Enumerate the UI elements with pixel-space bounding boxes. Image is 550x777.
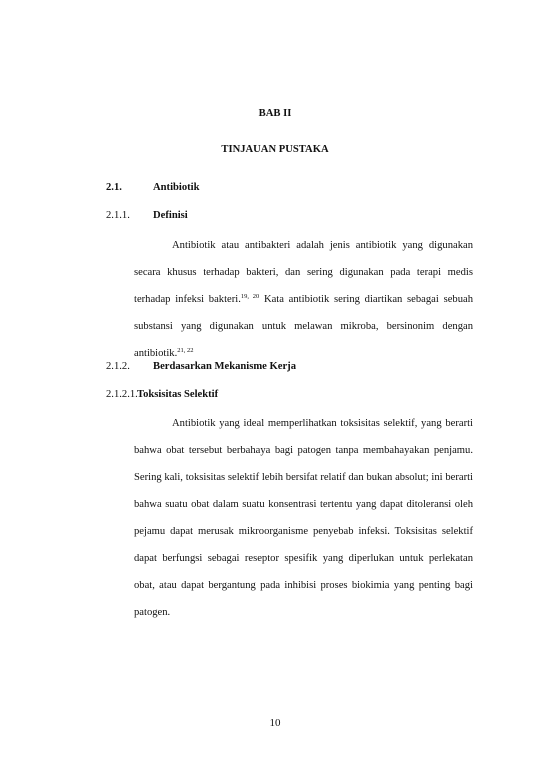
paragraph-definisi-text-b: Kata antibiotik sering diartikan sebagai sebuah substansi yang digunakan untuk melawan mikroba, bersinonim dengan antibiotik. [134, 294, 473, 359]
paragraph-toksisitas-text: Antibiotik yang ideal memperlihatkan toksisitas selektif, yang berarti bahwa obat tersebut berbahaya bagi patogen tanpa membahayakan penjamu. Sering kali, toksisitas selektif lebih bersifat relatif dan bukan absolut; ini berarti bahwa suatu obat dalam suatu konsentrasi tertentu yang dapat ditoleransi oleh pejamu dapat merusak mikroorganisme penyebab infeksi. Toksisitas selektif dapat berfungsi sebagai reseptor spesifik yang diperlukan untuk perlekatan obat, atau dapat bergantung pada inhibisi proses biokimia yang penting bagi patogen. [134, 418, 473, 618]
chapter-title: TINJAUAN PUSTAKA [221, 144, 329, 155]
paragraph-toksisitas [134, 410, 473, 626]
section-2-1-2-1-title: Toksisitas Selektif [137, 389, 219, 400]
section-2-1-1-number: 2.1.1. [106, 210, 130, 221]
paragraph-definisi-text-a: Antibiotik atau antibakteri adalah jenis antibiotik yang digunakan secara khusus terhadap bakteri, dan sering digunakan pada terapi medis terhadap infeksi bakteri. [134, 240, 473, 305]
section-2-1-2-title: Berdasarkan Mekanisme Kerja [153, 361, 297, 372]
citation-19-20: 19, 20 [240, 293, 260, 300]
section-2-1-2-1-number: 2.1.2.1. [106, 389, 138, 400]
section-2-1-number: 2.1. [106, 182, 122, 193]
paragraph-definisi [134, 232, 473, 367]
section-2-1-1-title: Definisi [153, 210, 188, 221]
section-2-1-title: Antibiotik [153, 182, 200, 193]
page-number: 10 [269, 717, 281, 729]
section-2-1-2-number: 2.1.2. [106, 361, 130, 372]
citation-21-22: 21, 22 [177, 347, 194, 354]
chapter-label: BAB II [258, 108, 292, 119]
